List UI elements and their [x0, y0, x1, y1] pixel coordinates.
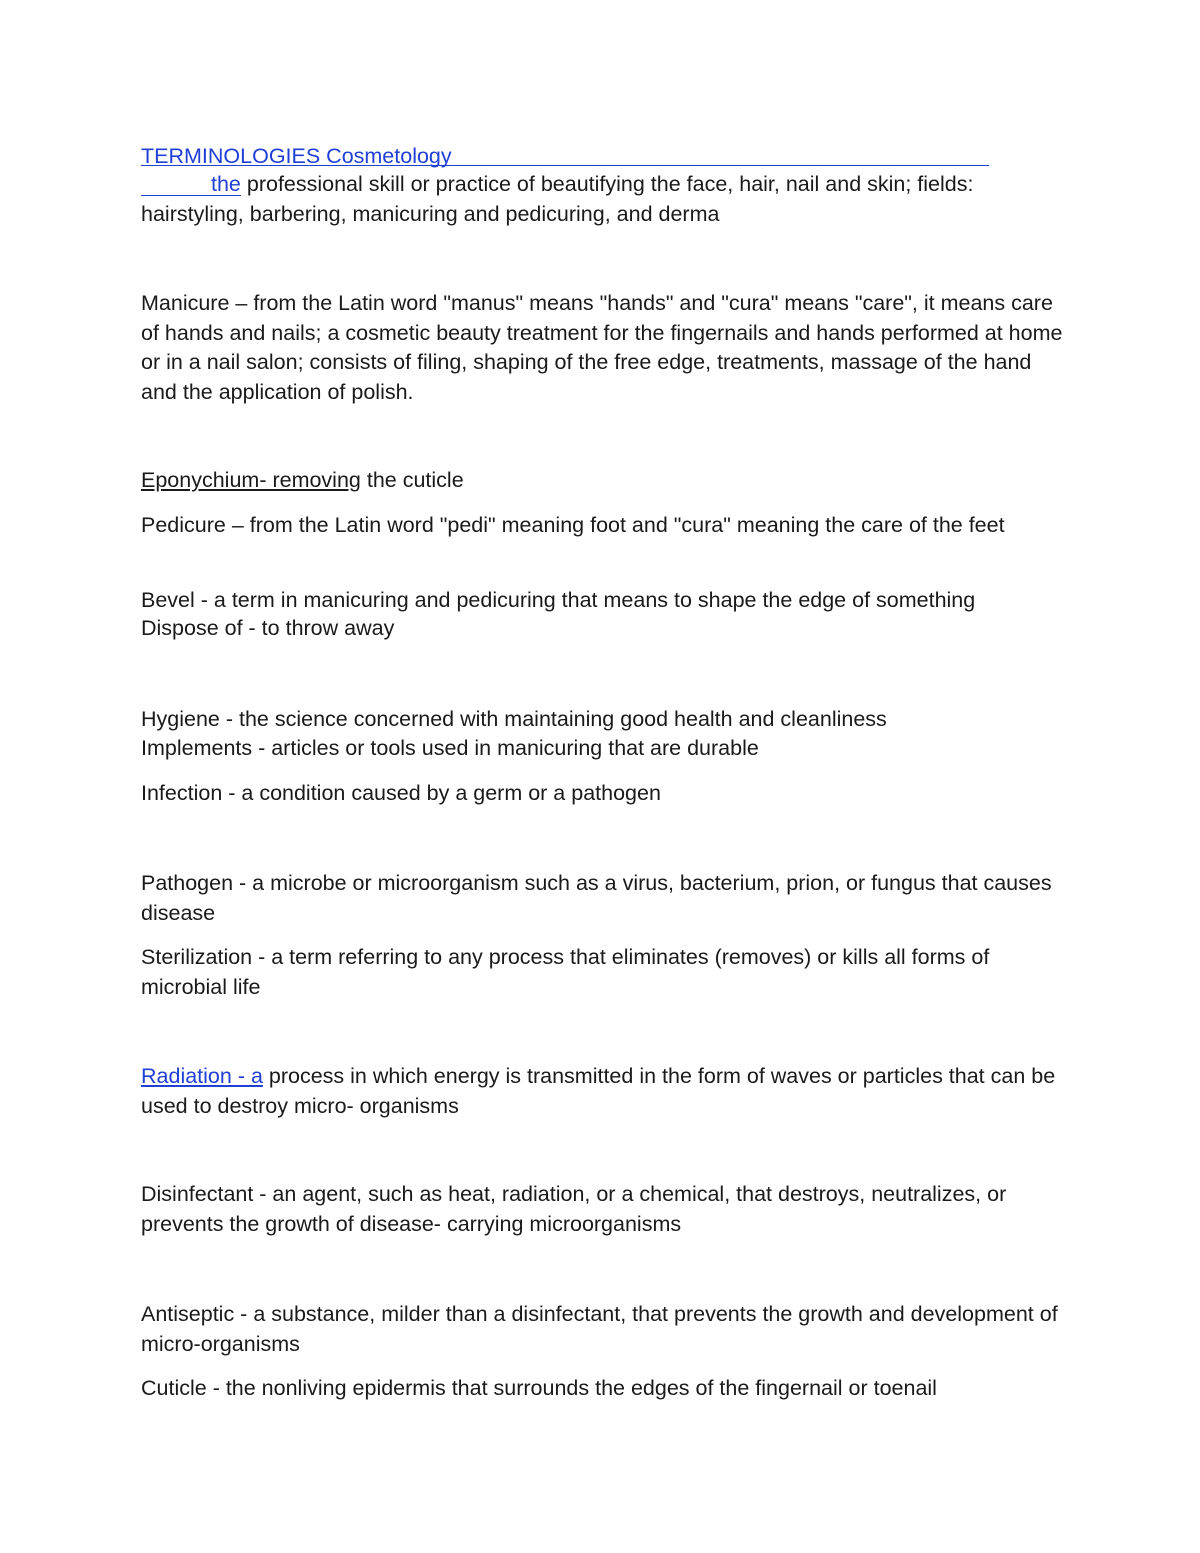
dispose-paragraph: Dispose of - to throw away: [141, 616, 395, 640]
eponychium-paragraph: [141, 466, 1071, 496]
sterilization-paragraph: Sterilization - a term referring to any process that eliminates (removes) or kills all forms of microbial life: [141, 945, 990, 999]
infection-paragraph: Infection - a condition caused by a germ or a pathogen: [141, 781, 661, 805]
title-link[interactable]: TERMINOLOGIES Cosmetology: [141, 144, 452, 168]
eponychium-text: the cuticle: [360, 468, 464, 492]
bevel-paragraph: Bevel - a term in manicuring and pedicuring that means to shape the edge of something: [141, 588, 976, 612]
implements-paragraph: Implements - articles or tools used in manicuring that are durable: [141, 736, 759, 760]
radiation-paragraph: [141, 1062, 1071, 1121]
pathogen-paragraph: Pathogen - a microbe or microorganism such as a virus, bacterium, prion, or fungus that causes disease: [141, 871, 1052, 925]
intro-link[interactable]: the: [211, 172, 241, 196]
intro-paragraph: [141, 170, 1071, 229]
manicure-paragraph: Manicure – from the Latin word "manus" means "hands" and "cura" means "care", it means care of hands and nails; a cosmetic beauty treatment for the fingernails and hands performed at home or in a nail salon; consists of filing, shaping of the free edge, treatments, massage of the hand and the application of polish.: [141, 291, 1063, 404]
intro-text: professional skill or practice of beautifying the face, hair, nail and skin; fields: hairstyling, barbering, manicuring and pedicuring, and derma: [141, 172, 974, 226]
hygiene-paragraph: Hygiene - the science concerned with maintaining good health and cleanliness: [141, 707, 887, 731]
eponychium-term: Eponychium- removing: [141, 468, 361, 492]
intro-link-wrapper[interactable]: [141, 170, 241, 200]
radiation-text: process in which energy is transmitted in the form of waves or particles that can be used to destroy micro- organisms: [141, 1064, 1056, 1118]
title-heading: [141, 142, 991, 172]
antiseptic-paragraph: Antiseptic - a substance, milder than a disinfectant, that prevents the growth and development of micro-organisms: [141, 1302, 1058, 1356]
title-underline: [141, 165, 989, 166]
disinfectant-paragraph: Disinfectant - an agent, such as heat, radiation, or a chemical, that destroys, neutralizes, or prevents the growth of disease- carrying microorganisms: [141, 1182, 1007, 1236]
cuticle-paragraph: Cuticle - the nonliving epidermis that surrounds the edges of the fingernail or toenail: [141, 1376, 937, 1400]
pedicure-paragraph: Pedicure – from the Latin word "pedi" meaning foot and "cura" meaning the care of the feet: [141, 513, 1005, 537]
radiation-link[interactable]: Radiation - a: [141, 1064, 263, 1088]
